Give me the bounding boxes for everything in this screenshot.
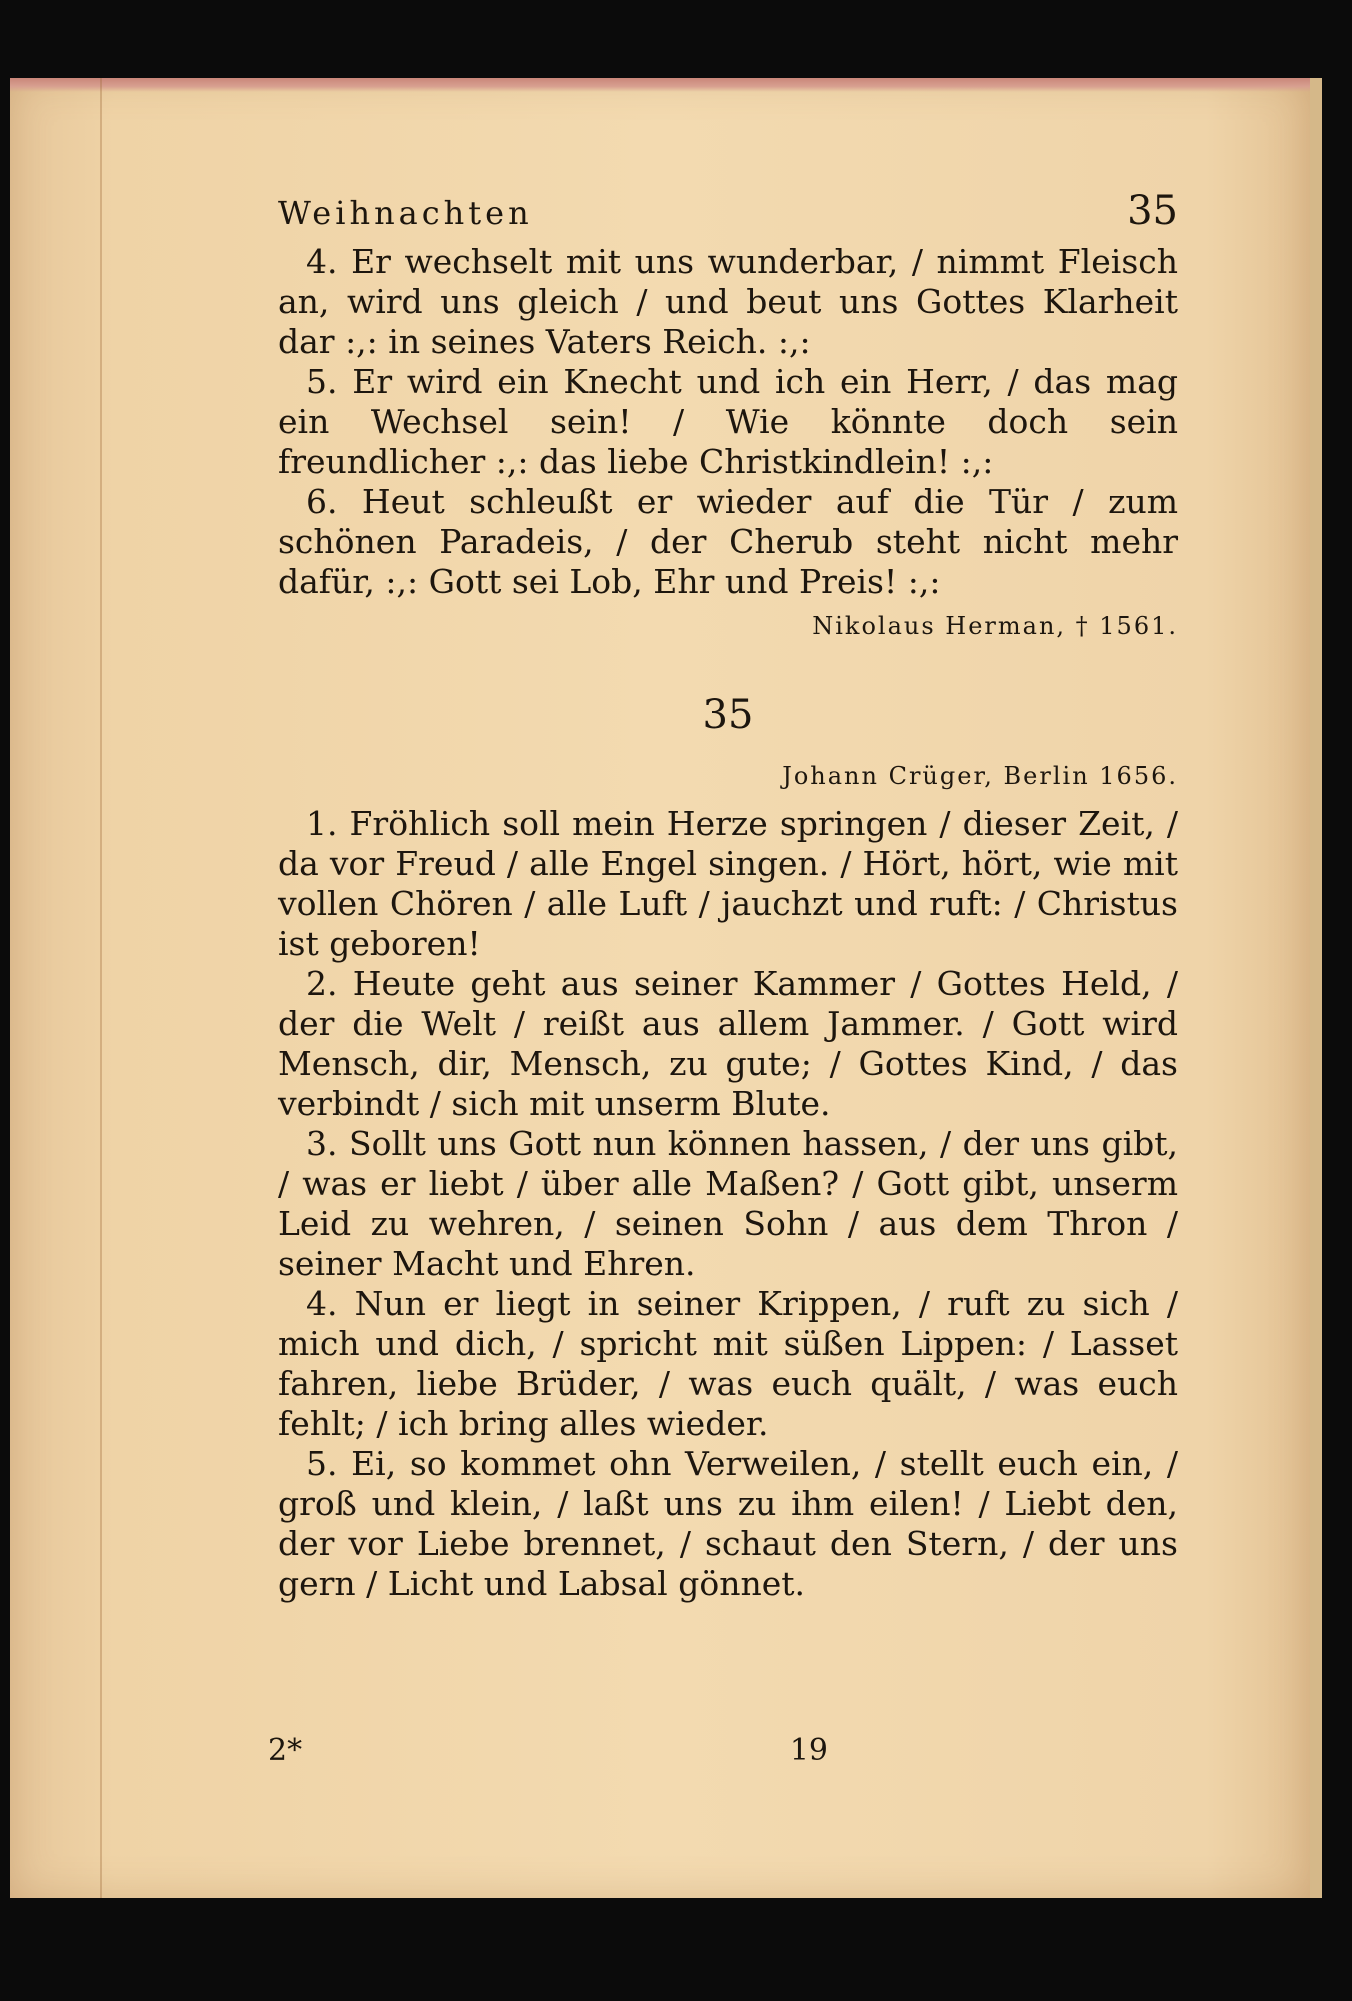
page-content [278, 188, 1178, 1604]
verse: 1. Fröhlich soll mein Herze springen / dieser Zeit, / da vor Freud / alle Engel singen. / Hört, hört, wie mit vollen Chören / alle Luft / jauchzt und ruft: / Christus ist geboren! [278, 804, 1178, 963]
verse: 5. Er wird ein Knecht und ich ein Herr, / das mag ein Wechsel sein! / Wie könnte doch sein freundlicher :,: das liebe Christkindlein! :,: [278, 362, 1178, 481]
verse: 4. Nun er liegt in seiner Krippen, / ruft zu sich / mich und dich, / spricht mit süßen Lippen: / Lasset fahren, liebe Brüder, / was euch quält, / was euch fehlt; / ich bring alles wieder. [278, 1284, 1178, 1443]
signature-mark: 2* [268, 1733, 303, 1768]
page-footer [268, 1733, 828, 1768]
composer-credit: Johann Crüger, Berlin 1656. [782, 762, 1178, 790]
sheet-number: 19 [789, 1733, 828, 1768]
book-page [10, 78, 1322, 1898]
hymn-number: 35 [702, 692, 754, 738]
verse: 4. Er wechselt mit uns wunderbar, / nimmt Fleisch an, wird uns gleich / und beut uns Gottes Klarheit dar :,: in seines Vaters Reich. :,: [278, 242, 1178, 361]
hymn-verses [278, 804, 1178, 1604]
verse: 5. Ei, so kommet ohn Verweilen, / stellt euch ein, / groß und klein, / laßt uns zu ihm eilen! / Liebt den, der vor Liebe brennet, / schaut den Stern, / der uns gern / Licht und Labsal gönnet. [278, 1444, 1178, 1603]
page-top-edge [10, 78, 1310, 92]
verse: 3. Sollt uns Gott nun können hassen, / der uns gibt, / was er liebt / über alle Maßen? / Gott gibt, unserm Leid zu wehren, / seinen Sohn / aus dem Thron / seiner Macht und Ehren. [278, 1124, 1178, 1283]
verse: 6. Heut schleußt er wieder auf die Tür / zum schönen Paradeis, / der Cherub steht nicht mehr dafür, :,: Gott sei Lob, Ehr und Preis! :,: [278, 482, 1178, 601]
fold-line [100, 78, 102, 1898]
running-header [278, 188, 1178, 234]
running-title: Weihnachten [278, 194, 533, 232]
author-credit: Nikolaus Herman, † 1561. [812, 612, 1178, 640]
previous-hymn [278, 242, 1178, 640]
verse: 2. Heute geht aus seiner Kammer / Gottes Held, / der die Welt / reißt aus allem Jammer. / Gott wird Mensch, dir, Mensch, zu gute; / Gottes Kind, / das verbindt / sich mit unserm Blute. [278, 964, 1178, 1123]
page-number: 35 [1127, 188, 1178, 234]
